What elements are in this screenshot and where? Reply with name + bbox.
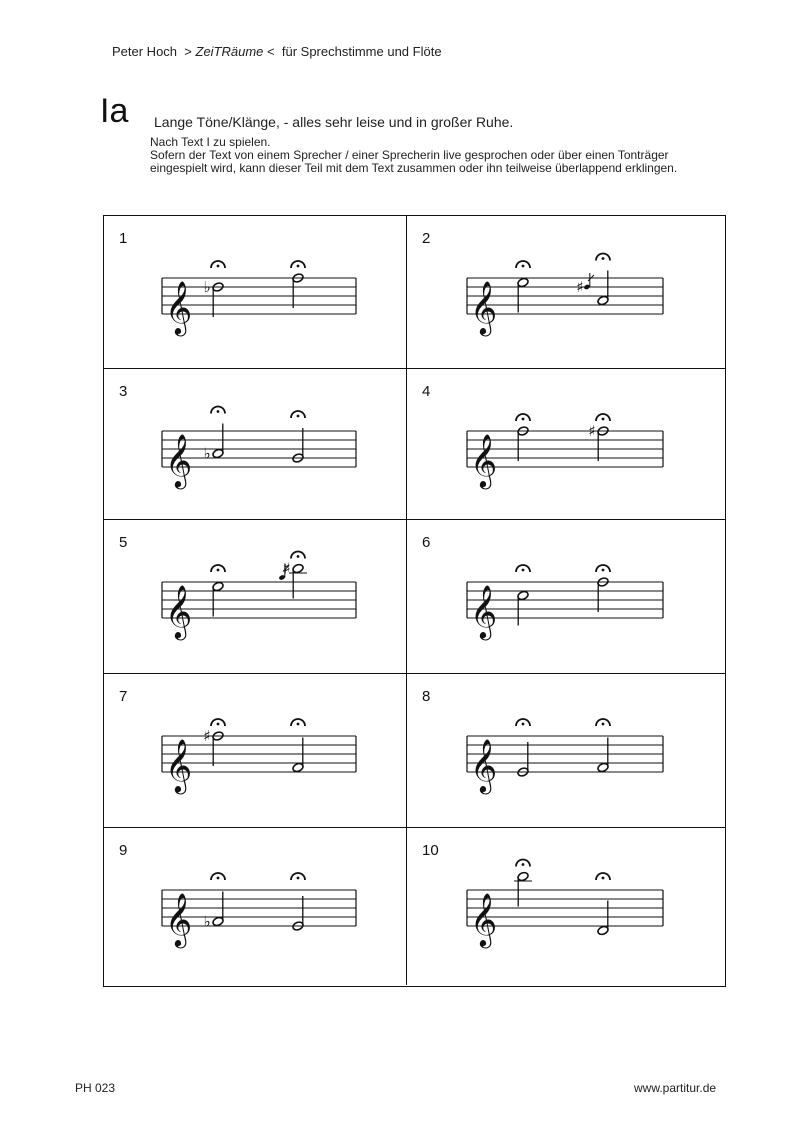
- cell-number: 2: [422, 230, 431, 247]
- staff: [407, 674, 723, 824]
- section-label: Ia: [100, 92, 129, 130]
- score-cell: [407, 216, 725, 369]
- fermata-dot: [217, 877, 220, 880]
- flat-sign: ♭: [203, 278, 211, 296]
- cell-number: 8: [422, 688, 431, 705]
- staff: [104, 369, 404, 519]
- cell-number: 7: [119, 688, 128, 705]
- treble-clef: 𝄞: [165, 584, 193, 638]
- fermata-dot: [522, 863, 525, 866]
- score-cell: [104, 520, 407, 674]
- staff: [104, 216, 404, 366]
- treble-clef: 𝄞: [165, 280, 193, 334]
- fermata-dot: [217, 723, 220, 726]
- score-grid: [103, 215, 726, 987]
- performance-notes: [150, 136, 750, 175]
- fermata-dot: [297, 877, 300, 880]
- fermata-dot: [217, 265, 220, 268]
- treble-clef: 𝄞: [470, 892, 498, 946]
- treble-clef: 𝄞: [470, 280, 498, 334]
- score-cell: [407, 674, 725, 828]
- fermata-dot: [297, 265, 300, 268]
- treble-clef: 𝄞: [470, 584, 498, 638]
- score-cell: [104, 369, 407, 520]
- score-cell: [407, 520, 725, 674]
- note-line: eingespielt wird, kann dieser Teil mit dem Text zusammen oder ihn teilweise überlappend erklingen.: [150, 161, 678, 175]
- cell-number: 5: [119, 534, 128, 551]
- cell-number: 9: [119, 842, 128, 859]
- fermata-dot: [602, 257, 605, 260]
- header: [112, 44, 442, 59]
- fermata-dot: [602, 418, 605, 421]
- staff: [104, 674, 404, 824]
- note-line: Nach Text I zu spielen.: [150, 135, 271, 149]
- treble-clef: 𝄞: [165, 738, 193, 792]
- footer-code: PH 023: [75, 1081, 116, 1095]
- sharp-sign: ♯: [203, 727, 211, 745]
- staff: [407, 216, 723, 366]
- cell-number: 1: [119, 230, 128, 247]
- fermata-dot: [217, 410, 220, 413]
- cell-number: 3: [119, 383, 128, 400]
- treble-clef: 𝄞: [470, 433, 498, 487]
- fermata-dot: [297, 555, 300, 558]
- footer-url: www.partitur.de: [634, 1081, 717, 1095]
- treble-clef: 𝄞: [165, 433, 193, 487]
- staff: [104, 520, 404, 670]
- score-cell: [407, 828, 725, 985]
- sharp-sign: ♯: [283, 559, 291, 578]
- sharp-sign: ♯: [588, 422, 596, 440]
- work-subtitle: für Sprechstimme und Flöte: [281, 44, 442, 59]
- work-title: ZeiTRäume: [195, 44, 264, 59]
- fermata-dot: [522, 418, 525, 421]
- fermata-dot: [522, 265, 525, 268]
- score-cell: [104, 216, 407, 369]
- fermata-dot: [297, 723, 300, 726]
- sharp-sign: ♯: [576, 278, 584, 296]
- staff: [407, 828, 723, 983]
- fermata-dot: [297, 415, 300, 418]
- work-close-mark: <: [267, 44, 275, 59]
- flat-sign: ♭: [203, 444, 211, 463]
- score-cell: [104, 674, 407, 828]
- fermata-dot: [217, 569, 220, 572]
- treble-clef: 𝄞: [165, 892, 193, 946]
- fermata-dot: [602, 723, 605, 726]
- staff: [104, 828, 404, 983]
- flat-sign: ♭: [203, 912, 211, 931]
- work-open-mark: >: [184, 44, 192, 59]
- fermata-dot: [602, 877, 605, 880]
- cell-number: 4: [422, 383, 431, 400]
- fermata-dot: [522, 569, 525, 572]
- composer-name: Peter Hoch: [112, 44, 178, 59]
- score-cell: [407, 369, 725, 520]
- cell-number: 10: [422, 842, 439, 859]
- treble-clef: 𝄞: [470, 738, 498, 792]
- staff: [407, 369, 723, 519]
- score-cell: [104, 828, 407, 985]
- section-title: Lange Töne/Klänge, - alles sehr leise und in großer Ruhe.: [154, 114, 514, 130]
- note-line: Sofern der Text von einem Sprecher / einer Sprecherin live gesprochen oder über einen Tonträger: [150, 148, 669, 162]
- cell-number: 6: [422, 534, 431, 551]
- fermata-dot: [522, 723, 525, 726]
- staff: [407, 520, 723, 670]
- fermata-dot: [602, 569, 605, 572]
